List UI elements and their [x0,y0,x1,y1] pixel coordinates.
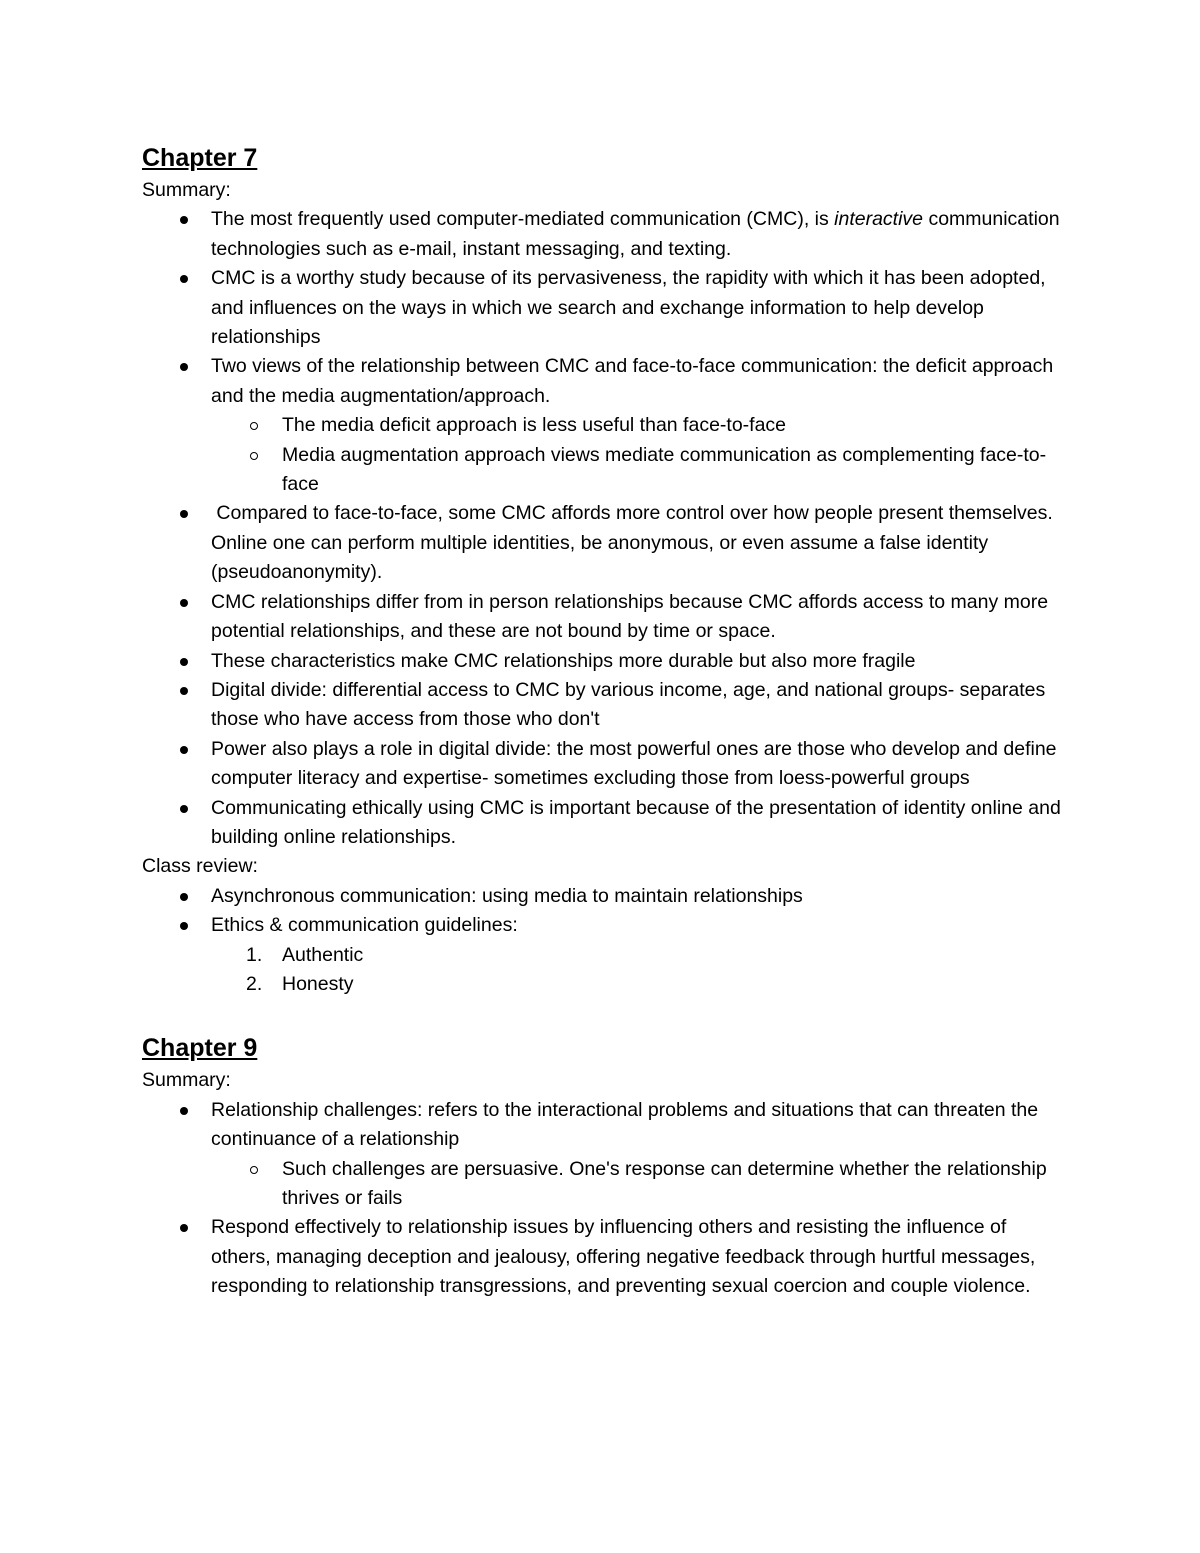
class-review-list [142,882,1062,941]
chapter-7-sub-list [142,411,1062,499]
bullet-disc-icon [180,275,188,283]
list-item-text: Asynchronous communication: using media to maintain relationships [211,884,803,907]
bullet-disc-icon [180,510,188,518]
text-segment: communication technologies such as e-mail, instant messaging, and texting. [211,208,1060,260]
guidelines-numbered-list [142,941,1062,1000]
bullet-disc-icon [180,599,188,607]
list-number: 2. [246,972,263,995]
italic-text: interactive [834,208,924,231]
bullet-disc-icon [180,805,188,813]
list-item-text: Ethics & communication guidelines: [211,914,518,937]
sub-list-item-text: Media augmentation approach views mediate communication as complementing face-to-face [282,443,1047,496]
bullet-disc-icon [180,746,188,754]
bullet-disc-icon [180,922,188,930]
text-segment: The most frequently used computer-mediated communication (CMC), is [211,208,835,231]
bullet-disc-icon [180,363,188,371]
list-item [142,588,1062,647]
bullet-circle-icon [250,452,258,460]
list-item [142,794,1062,853]
bullet-disc-icon [180,893,188,901]
numbered-list-item [142,941,1062,970]
bullet-circle-icon [250,422,258,430]
list-item-text: Power also plays a role in digital divide: the most powerful ones are those who develop and define computer literacy and expertise- sometimes excluding those from loess-powerful groups [211,737,1057,790]
list-item [142,499,1062,587]
numbered-list-item-text: Honesty [282,972,354,995]
chapter-7-summary-list-continued [142,499,1062,852]
list-item-text: These characteristics make CMC relationships more durable but also more fragile [211,649,916,672]
bullet-disc-icon [180,1224,188,1232]
list-item [142,205,1062,264]
chapter-9-title: Chapter 9 [142,1034,258,1063]
bullet-disc-icon [180,216,188,224]
list-item [142,647,1062,676]
list-number: 1. [246,943,263,966]
list-item [142,882,1062,911]
bullet-circle-icon [250,1166,258,1174]
list-item-text: Two views of the relationship between CMC and face-to-face communication: the deficit approach and the media augmentation/approach. [211,355,1054,407]
sub-list-item-text: The media deficit approach is less useful than face-to-face [282,414,787,437]
list-item-text: Communicating ethically using CMC is important because of the presentation of identity online and building online relationships. [211,796,1061,848]
numbered-list-item [142,970,1062,999]
class-review-label: Class review: [142,855,258,878]
list-item-text: Relationship challenges: refers to the interactional problems and situations that can threaten the continuance of a relationship [211,1098,1039,1151]
chapter-7-summary-list [142,205,1062,411]
bullet-disc-icon [180,687,188,695]
bullet-disc-icon [180,1107,188,1115]
list-item [142,735,1062,794]
list-item [142,264,1062,352]
list-item-text: Digital divide: differential access to CMC by various income, age, and national groups- separates those who have access from those who don't [211,678,1046,731]
chapter-9-sub-list [142,1155,1062,1214]
list-item [142,1096,1062,1155]
chapter-9-summary-list [142,1096,1062,1155]
list-item-text: Respond effectively to relationship issues by influencing others and resisting the influence of others, managing deception and jealousy, offering negative feedback through hurtful messages, responding to relationship transgressions, and preventing sexual coercion and couple violence. [211,1216,1036,1298]
chapter-7-summary-label: Summary: [142,179,231,201]
bullet-disc-icon [180,658,188,666]
list-item-text: Compared to face-to-face, some CMC affords more control over how people present themselves. Online one can perform multiple identities, be anonymous, or even assume a false identity (pseudoanonymity). [211,502,1053,584]
list-item [142,1213,1062,1301]
list-item [142,911,1062,940]
chapter-9-summary-list-continued [142,1213,1062,1301]
list-item [142,352,1062,411]
list-item-text: CMC is a worthy study because of its pervasiveness, the rapidity with which it has been adopted, and influences on the ways in which we search and exchange information to help develop relationships [211,267,1046,349]
sub-list-item-text: Such challenges are persuasive. One's response can determine whether the relationship thrives or fails [282,1157,1047,1209]
list-item-text: CMC relationships differ from in person relationships because CMC affords access to many more potential relationships, and these are not bound by time or space. [211,590,1049,643]
document-page [142,140,1062,1302]
list-item-text [211,208,1060,259]
chapter-9-summary-label: Summary: [142,1069,231,1092]
numbered-list-item-text: Authentic [282,943,364,966]
chapter-7-title: Chapter 7 [142,144,258,172]
sub-list-item [142,1155,1062,1214]
list-item [142,676,1062,735]
sub-list-item [142,441,1062,500]
sub-list-item [142,411,1062,440]
